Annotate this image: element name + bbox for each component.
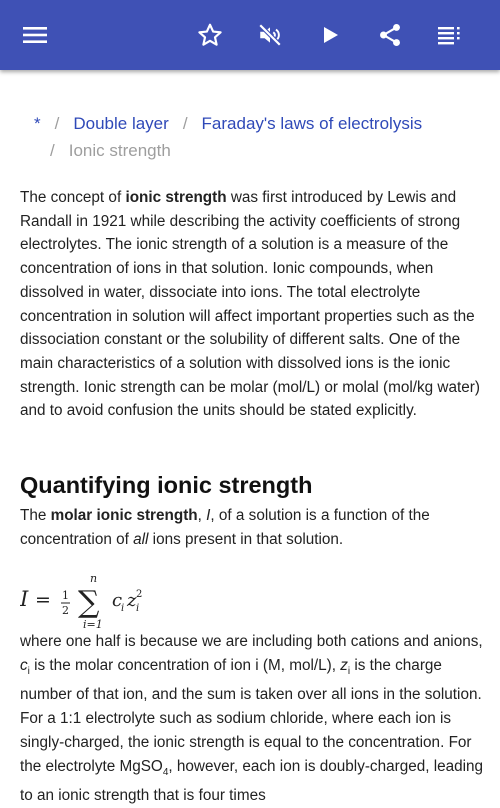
formula-sigma: ∑ [78,585,100,620]
app-toolbar [0,0,500,70]
contents-button[interactable] [428,13,472,57]
formula-equals: = [35,589,51,611]
formula-sum-upper: n [90,572,98,585]
formula-sum-lower: i=1 [83,618,103,630]
playlist-icon [437,24,463,46]
text: , of a solution is a function of the concentration of [20,507,430,548]
menu-button[interactable] [13,13,57,57]
share-icon [377,22,403,48]
play-button[interactable] [308,13,352,57]
bold-term: ionic strength [125,189,227,206]
breadcrumb-link-double-layer[interactable]: Double layer [73,114,169,133]
breadcrumb-separator: / [182,114,188,133]
italic-symbol: c [20,656,28,674]
favorite-button[interactable] [188,13,232,57]
italic-symbol: z [340,656,348,674]
text: , [197,507,207,524]
text: , however, each ion is doubly-charged, leading to an ionic strength that is four times [20,757,484,805]
formula-z-sub: i [136,603,140,614]
breadcrumb-separator: / [50,141,55,160]
breadcrumb-home-link[interactable]: * [34,114,41,133]
text: ions present in that solution. [148,530,344,548]
text: is the molar concentration of ion i (M, mol/L), [29,656,341,674]
subscript: i [27,665,30,677]
bold-term: molar ionic strength [50,507,198,524]
text: where one half is because we are including both cations and anions, [20,633,483,650]
formula-lhs: I [20,587,29,611]
formula-fraction-num: 1 [62,589,69,602]
italic-word: all [133,530,149,548]
breadcrumb-link-faradays-laws[interactable]: Faraday's laws of electrolysis [201,114,423,133]
text: The [20,507,51,524]
mute-button[interactable] [248,13,292,57]
section-heading: Quantifying ionic strength [20,472,313,498]
italic-symbol: I [206,507,211,524]
hamburger-menu-icon [22,25,48,45]
share-button[interactable] [368,13,412,57]
definition-paragraph [20,504,482,551]
play-icon [319,24,341,46]
subscript: i [347,665,351,677]
subscript: 4 [162,766,169,778]
text: The concept of [20,189,126,206]
text: was first introduced by Lewis and Randall in 1921 while describing the activity coefficients of strong electrolytes. The ionic strength of a solution is a measure of the concentration of ions in that solution. Ionic compounds, when dissolved in water, dissociate into ions. The total electrolyte concentration in solution will affect important properties such as the dissociation constant or the solubility of different salts. One of the main characteristics of a solution with dissolved ions is the ionic strength. Ionic strength can be molar (mol/L) or molal (mol/kg water) and to avoid confusion the units should be stated explicitly. [20,189,480,420]
mute-icon [257,22,283,48]
breadcrumb-separator: / [54,114,60,133]
formula-fraction-den: 2 [62,604,69,617]
formula-c-sub: i [121,603,125,614]
ionic-strength-formula [20,572,220,630]
formula-z-sup: 2 [136,589,143,600]
breadcrumb-current: Ionic strength [68,141,171,160]
intro-paragraph [20,186,482,423]
article-intro [20,186,482,423]
formula-z: z [127,590,137,611]
formula-c: c [112,590,123,611]
star-icon [197,22,223,48]
explanation-paragraph [20,630,485,808]
text: is the charge number of that ion, and the sum is taken over all ions in the solution. For a 1:1 electrolyte such as sodium chloride, where each ion is singly-charged, the ionic strength is equal to the concentration. For the electrolyte MgSO [20,656,482,775]
